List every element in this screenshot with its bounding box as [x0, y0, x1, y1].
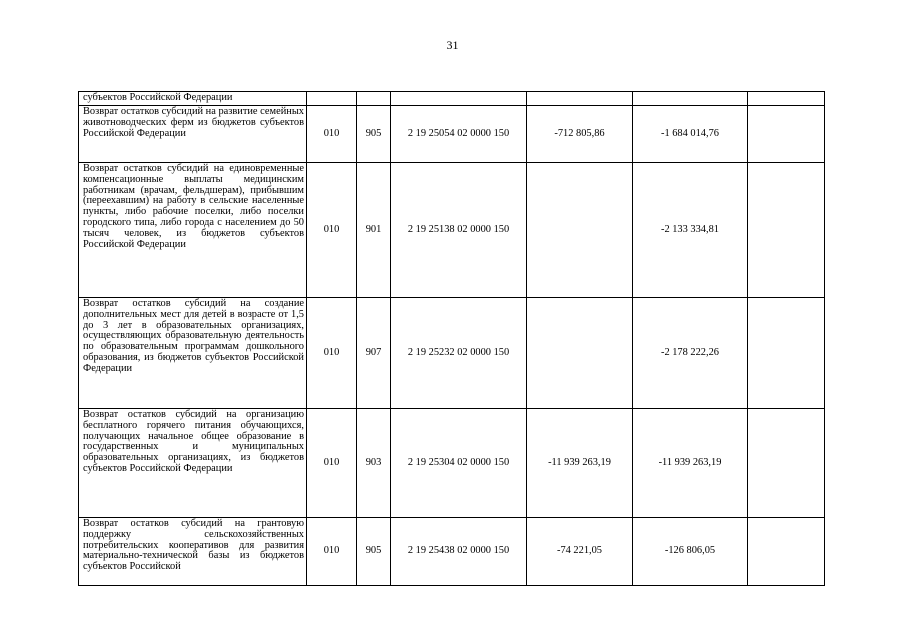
percent-cell	[748, 163, 825, 298]
admin-code-cell: 010	[307, 298, 357, 409]
budget-classification-code-cell: 2 19 25138 02 0000 150	[391, 163, 527, 298]
admin-code-cell: 010	[307, 409, 357, 518]
budget-classification-code-cell: 2 19 25304 02 0000 150	[391, 409, 527, 518]
budget-classification-code-cell: 2 19 25054 02 0000 150	[391, 106, 527, 163]
table-row	[79, 92, 825, 106]
chief-admin-code-cell: 907	[357, 298, 391, 409]
row-name-cell: Возврат остатков субсидий на организацию бесплатного горячего питания обучающихся, получающих начальное общее образование в государственных и муниципальных образовательных организациях, из бюджетов субъектов Российской Федерации	[79, 409, 307, 518]
planned-amount-cell: -712 805,86	[527, 106, 633, 163]
chief-admin-code-cell: 905	[357, 518, 391, 586]
percent-cell	[748, 298, 825, 409]
percent-cell	[748, 409, 825, 518]
budget-classification-code-cell	[391, 92, 527, 106]
table-row	[79, 298, 825, 409]
chief-admin-code-cell: 903	[357, 409, 391, 518]
row-name-cell: Возврат остатков субсидий на единовременные компенсационные выплаты медицинским работникам (врачам, фельдшерам), прибывшим (переехавшим) на работу в сельские населенные пункты, либо рабочие поселки, либо поселки городского типа, либо города с населением до 50 тысяч человек, из бюджетов субъектов Российской Федерации	[79, 163, 307, 298]
actual-amount-cell: -126 806,05	[633, 518, 748, 586]
planned-amount-cell: -74 221,05	[527, 518, 633, 586]
budget-classification-code-cell: 2 19 25438 02 0000 150	[391, 518, 527, 586]
actual-amount-cell: -2 178 222,26	[633, 298, 748, 409]
admin-code-cell: 010	[307, 163, 357, 298]
page-number: 31	[446, 38, 459, 52]
actual-amount-cell	[633, 92, 748, 106]
percent-cell	[748, 106, 825, 163]
planned-amount-cell	[527, 298, 633, 409]
row-name-cell: Возврат остатков субсидий на грантовую поддержку сельскохозяйственных потребительских кооперативов для развития материально-технической базы из бюджетов субъектов Российской	[79, 518, 307, 586]
table-row	[79, 518, 825, 586]
table-row	[79, 163, 825, 298]
row-name-cell: Возврат остатков субсидий на создание дополнительных мест для детей в возрасте от 1,5 до 3 лет в образовательных организациях, осуществляющих образовательную деятельность по образовательным программам дошкольного образования, из бюджетов субъектов Российской Федерации	[79, 298, 307, 409]
table-row	[79, 106, 825, 163]
chief-admin-code-cell: 905	[357, 106, 391, 163]
planned-amount-cell: -11 939 263,19	[527, 409, 633, 518]
actual-amount-cell: -1 684 014,76	[633, 106, 748, 163]
actual-amount-cell: -11 939 263,19	[633, 409, 748, 518]
admin-code-cell: 010	[307, 106, 357, 163]
planned-amount-cell	[527, 163, 633, 298]
row-name-cell: субъектов Российской Федерации	[79, 92, 307, 106]
percent-cell	[748, 518, 825, 586]
budget-table	[78, 91, 825, 586]
budget-classification-code-cell: 2 19 25232 02 0000 150	[391, 298, 527, 409]
admin-code-cell: 010	[307, 518, 357, 586]
row-name-cell: Возврат остатков субсидий на развитие семейных животноводческих ферм из бюджетов субъектов Российской Федерации	[79, 106, 307, 163]
chief-admin-code-cell: 901	[357, 163, 391, 298]
table-row	[79, 409, 825, 518]
planned-amount-cell	[527, 92, 633, 106]
chief-admin-code-cell	[357, 92, 391, 106]
actual-amount-cell: -2 133 334,81	[633, 163, 748, 298]
percent-cell	[748, 92, 825, 106]
admin-code-cell	[307, 92, 357, 106]
